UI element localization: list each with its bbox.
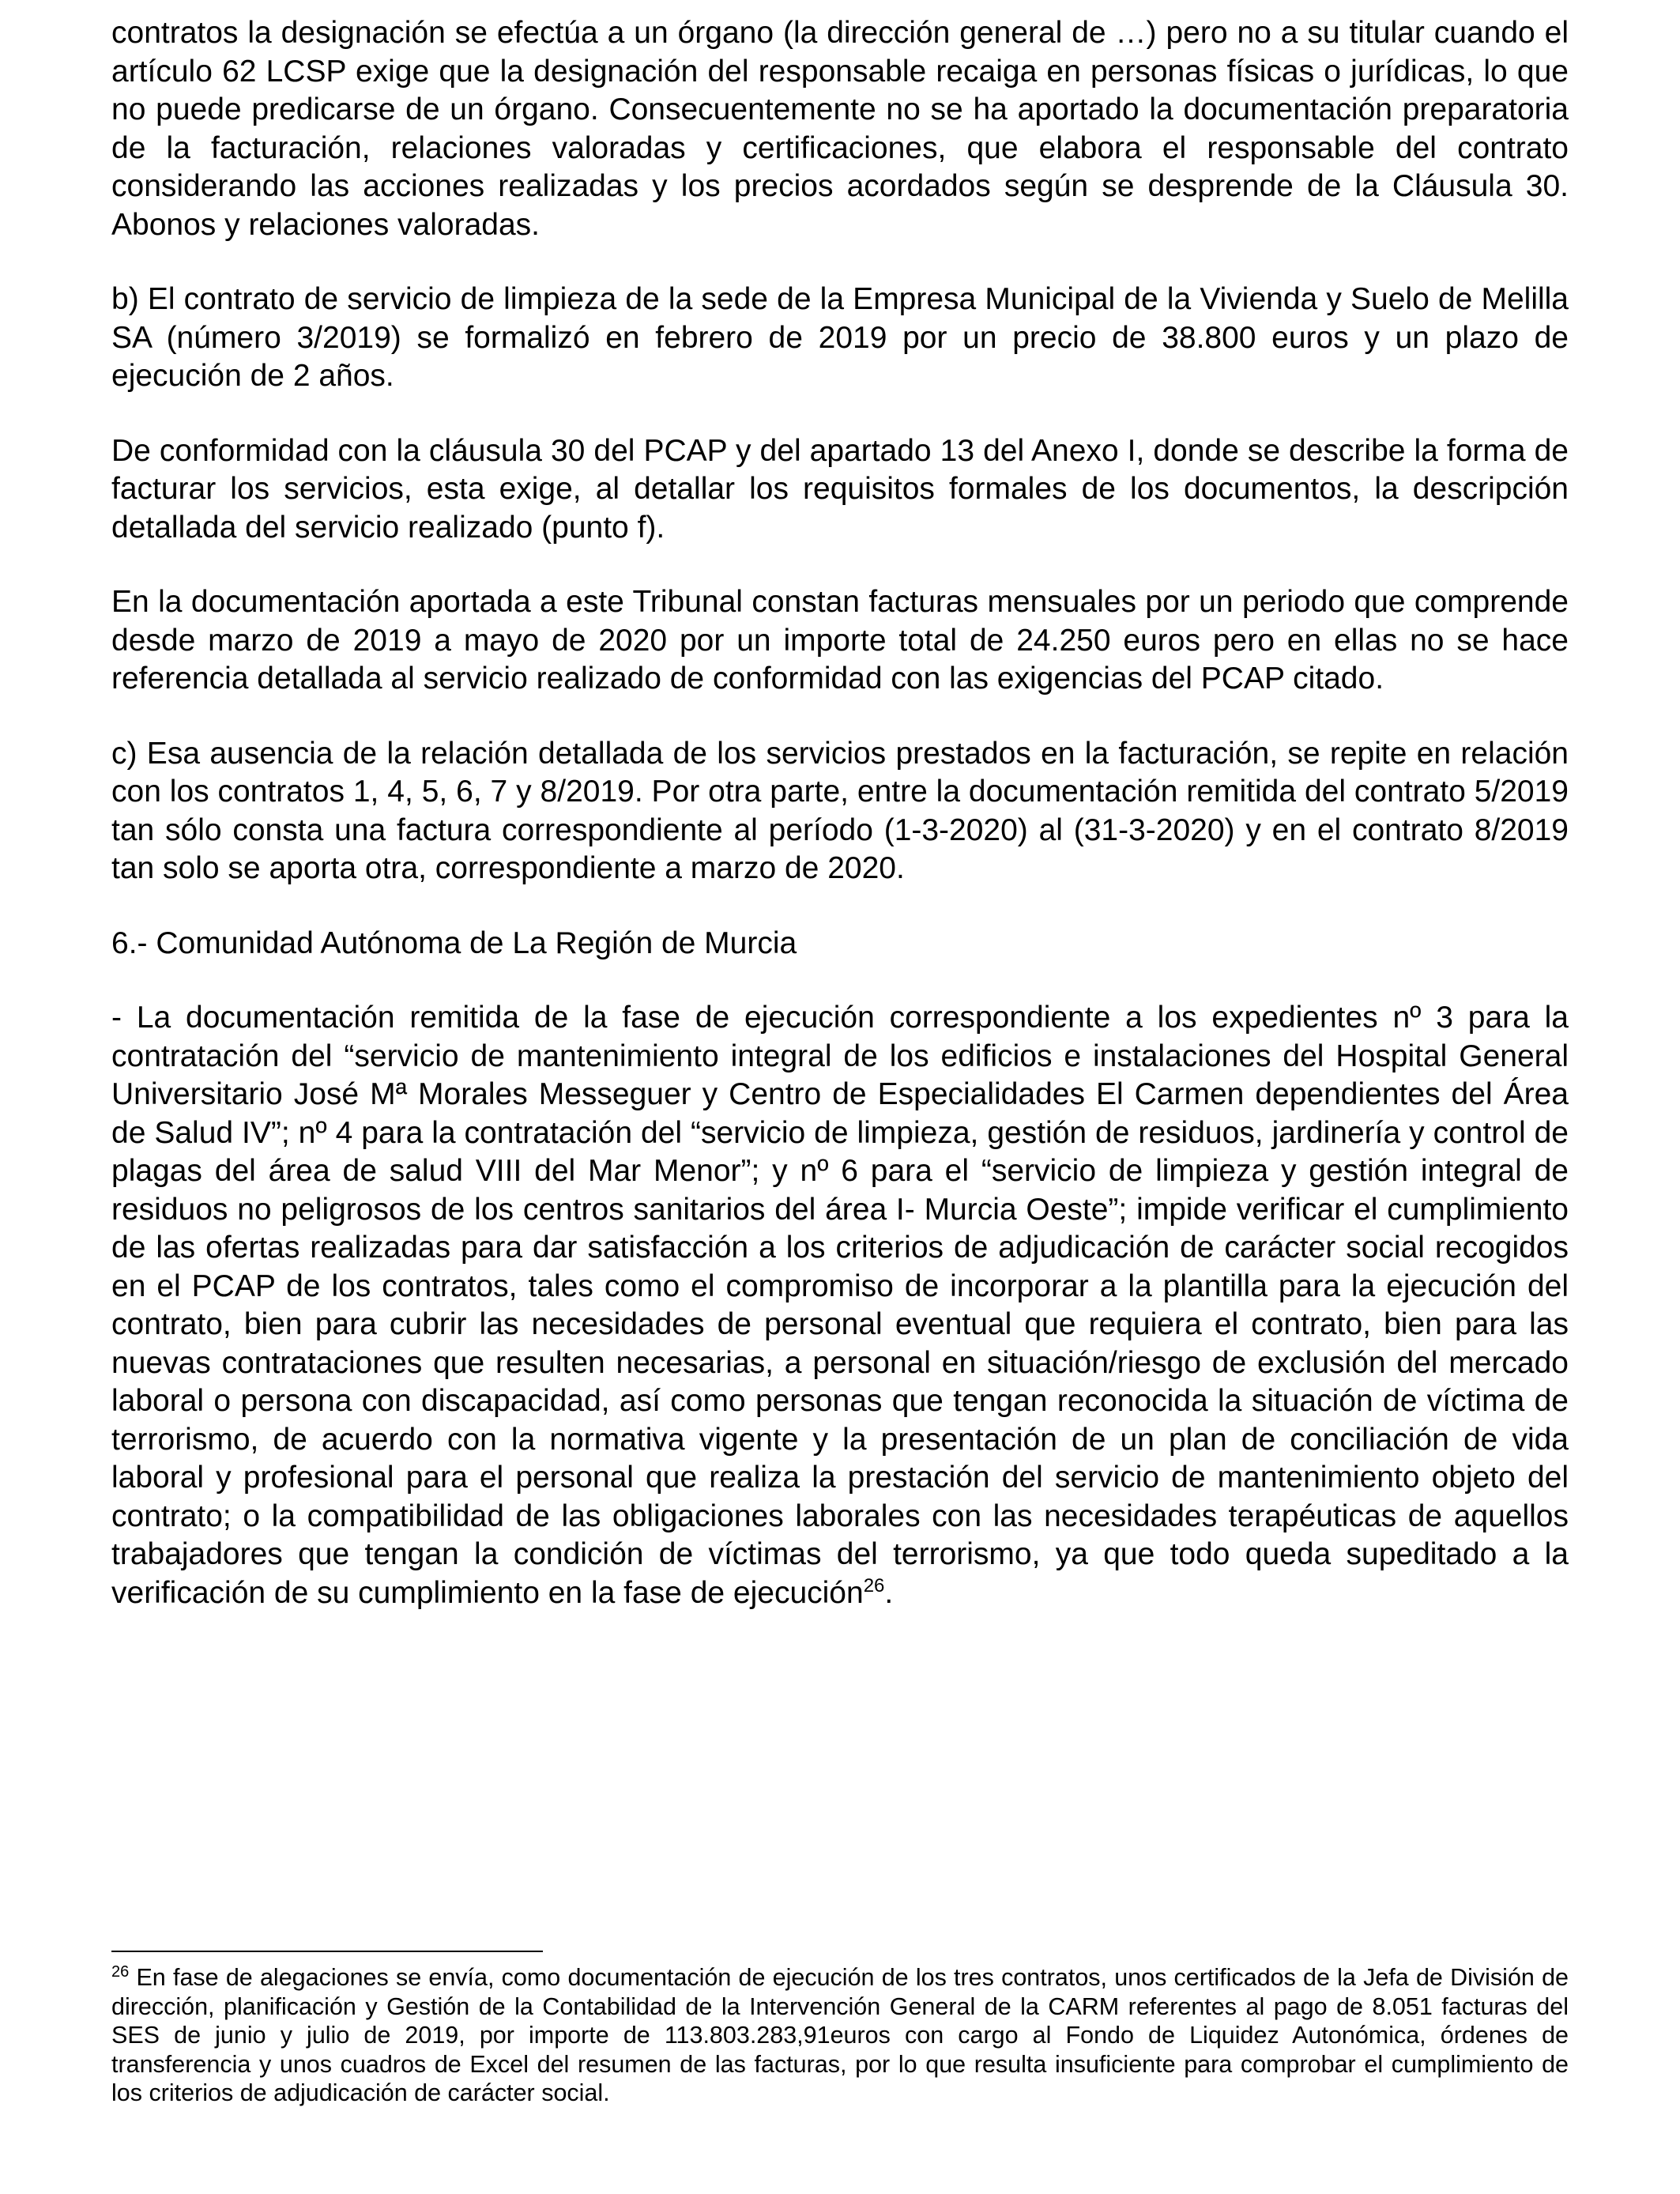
footnote-number: 26 xyxy=(111,1962,130,1981)
footnote xyxy=(111,1963,1569,2108)
paragraph-expedientes-murcia xyxy=(111,999,1569,1612)
paragraph-clausula-30: De conformidad con la cláusula 30 del PCAP y del apartado 13 del Anexo I, donde se describe la forma de facturar los servicios, esta exige, al detallar los requisitos formales de los documentos, la descripción detallada del servicio realizado (punto f). xyxy=(111,433,1569,545)
paragraph-end-punctuation: . xyxy=(884,1575,894,1610)
paragraph-ausencia-relacion: c) Esa ausencia de la relación detallada de los servicios prestados en la facturación, se repite en relación con los contratos 1, 4, 5, 6, 7 y 8/2019. Por otra parte, entre la documentación remitida del contrato 5/2019 tan sólo consta una factura correspondiente al período (1-3-2020) al (31-3-2020) y en el contrato 8/2019 tan solo se aporta otra, correspondiente a marzo de 2020. xyxy=(111,736,1569,885)
footnote-separator xyxy=(111,1951,543,1952)
paragraph-designacion-organo: contratos la designación se efectúa a un órgano (la dirección general de …) pero no a su titular cuando el artículo 62 LCSP exige que la designación del responsable recaiga en personas físicas o jurídicas, lo que no puede predicarse de un órgano. Consecuentemente no se ha aportado la documentación preparatoria de la facturación, relaciones valoradas y certificaciones, que elabora el responsable del contrato considerando las acciones realizadas y los precios acordados según se desprende de la Cláusula 30. Abonos y relaciones valoradas. xyxy=(111,16,1569,242)
paragraph-facturas-mensuales: En la documentación aportada a este Tribunal constan facturas mensuales por un periodo que comprende desde marzo de 2019 a mayo de 2020 por un importe total de 24.250 euros pero en ellas no se hace referencia detallada al servicio realizado de conformidad con las exigencias del PCAP citado. xyxy=(111,585,1569,696)
paragraph-contrato-limpieza-melilla: b) El contrato de servicio de limpieza de la sede de la Empresa Municipal de la Vivienda y Suelo de Melilla SA (número 3/2019) se formalizó en febrero de 2019 por un precio de 38.800 euros y un plazo de ejecución de 2 años. xyxy=(111,282,1569,393)
footnote-text: En fase de alegaciones se envía, como documentación de ejecución de los tres contratos, unos certificados de la Jefa de División de dirección, planificación y Gestión de la Contabilidad de la Intervención General de la CARM referentes al pago de 8.051 facturas del SES de junio y julio de 2019, por importe de 113.803.283,91euros con cargo al Fondo de Liquidez Autonómica, órdenes de transferencia y unos cuadros de Excel del resumen de las facturas, por lo que resulta insuficiente para comprobar el cumplimiento de los criterios de adjudicación de carácter social. xyxy=(111,1964,1569,2106)
footnote-reference[interactable]: 26 xyxy=(863,1574,885,1596)
section-heading-murcia: 6.- Comunidad Autónoma de La Región de Murcia xyxy=(111,925,797,960)
paragraph-expedientes-text: - La documentación remitida de la fase de ejecución correspondiente a los expedientes nº 3 para la contratación del “servicio de mantenimiento integral de los edificios e instalaciones del Hospital General Universitario José Mª Morales Messeguer y Centro de Especialidades El Carmen dependientes del Área de Salud IV”; nº 4 para la contratación del “servicio de limpieza, gestión de residuos, jardinería y control de plagas del área de salud VIII del Mar Menor”; y nº 6 para el “servicio de limpieza y gestión integral de residuos no peligrosos de los centros sanitarios del área I- Murcia Oeste”; impide verificar el cumplimiento de las ofertas realizadas para dar satisfacción a los criterios de adjudicación de carácter social recogidos en el PCAP de los contratos, tales como el compromiso de incorporar a la plantilla para la ejecución del contrato, bien para cubrir las necesidades de personal eventual que requiera el contrato, bien para las nuevas contrataciones que resulten necesarias, a personal en situación/riesgo de exclusión del mercado laboral o persona con discapacidad, así como personas que tengan reconocida la situación de víctima de terrorismo, de acuerdo con la normativa vigente y la presentación de un plan de conciliación de vida laboral y profesional para el personal que realiza la prestación del servicio de mantenimiento objeto del contrato; o la compatibilidad de las obligaciones laborales con las necesidades terapéuticas de aquellos trabajadores que tengan la condición de víctimas del terrorismo, ya que todo queda supeditado a la verificación de su cumplimiento en la fase de ejecución xyxy=(111,1001,1569,1610)
document-page xyxy=(111,14,1569,1649)
